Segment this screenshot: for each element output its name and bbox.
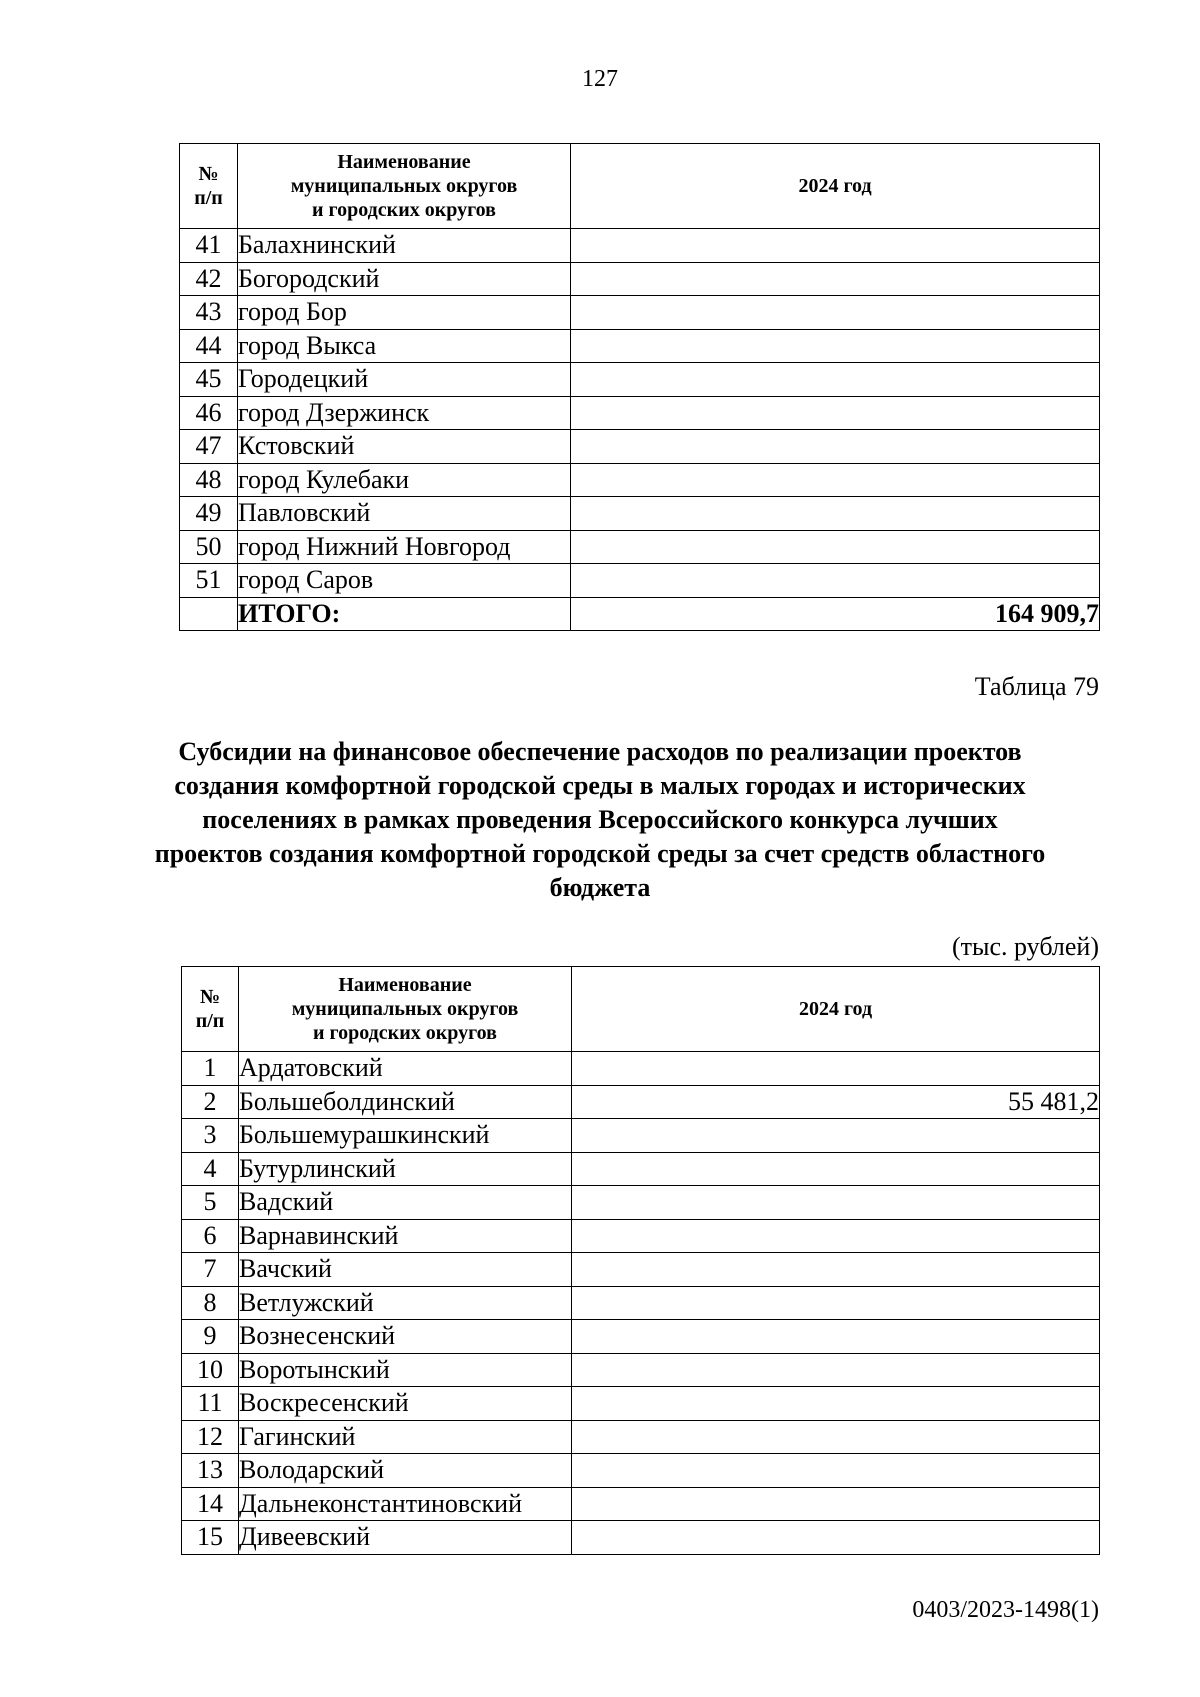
row-number: 15 [182, 1521, 239, 1555]
row-number: 9 [182, 1320, 239, 1354]
row-value [571, 497, 1100, 531]
table-first-body [180, 229, 1100, 631]
table-first [179, 143, 1100, 631]
table-row [182, 1186, 1100, 1220]
row-number: 44 [180, 329, 238, 363]
row-name: Воротынский [239, 1353, 572, 1387]
table-row [182, 1420, 1100, 1454]
table-header-row [180, 144, 1100, 229]
row-value [572, 1186, 1100, 1220]
row-value [572, 1119, 1100, 1153]
table-row [182, 1219, 1100, 1253]
row-value [572, 1152, 1100, 1186]
row-name: Ветлужский [239, 1286, 572, 1320]
row-value [571, 530, 1100, 564]
table-row [182, 1387, 1100, 1421]
table-second [181, 966, 1100, 1555]
row-name: Богородский [238, 262, 571, 296]
row-number: 7 [182, 1253, 239, 1287]
row-number: 1 [182, 1052, 239, 1086]
header-num [182, 967, 239, 1052]
row-value [571, 363, 1100, 397]
row-number: 47 [180, 430, 238, 464]
document-title: Субсидии на финансовое обеспечение расходов по реализации проектов создания комфортной городской среды в малых городах и исторических поселениях в рамках проведения Всероссийского конкурса лучших проектов создания комфортной городской среды за счет средств областного бюджета [154, 737, 1046, 902]
header-year [571, 144, 1100, 229]
header-year [572, 967, 1100, 1052]
table-label: Таблица 79 [974, 672, 1099, 701]
row-number: 5 [182, 1186, 239, 1220]
row-number: 11 [182, 1387, 239, 1421]
row-name: Дальнеконстантиновский [239, 1487, 572, 1521]
total-label: ИТОГО: [238, 597, 571, 631]
total-row [180, 597, 1100, 631]
table-row [182, 1487, 1100, 1521]
table-second-body [182, 1052, 1100, 1555]
table-row [180, 396, 1100, 430]
row-value [571, 296, 1100, 330]
units-label: (тыс. рублей) [951, 932, 1099, 961]
header-year-text: 2024 год [798, 175, 872, 197]
row-value [572, 1320, 1100, 1354]
row-name: Гагинский [239, 1420, 572, 1454]
header-year-text: 2024 год [798, 998, 873, 1020]
header-name [239, 967, 572, 1052]
row-name: город Дзержинск [238, 396, 571, 430]
row-number: 2 [182, 1085, 239, 1119]
table-row [182, 1119, 1100, 1153]
row-name: Володарский [239, 1454, 572, 1488]
row-number: 14 [182, 1487, 239, 1521]
row-value [572, 1420, 1100, 1454]
row-name: Павловский [238, 497, 571, 531]
table-row [180, 497, 1100, 531]
row-value [572, 1487, 1100, 1521]
header-num [180, 144, 238, 229]
header-name-text: Наименование муниципальных округов и городских округов [291, 974, 519, 1044]
table-row [180, 564, 1100, 598]
document-code: 0403/2023-1498(1) [912, 1597, 1099, 1623]
table-row [182, 1286, 1100, 1320]
row-name: Вадский [239, 1186, 572, 1220]
row-number: 45 [180, 363, 238, 397]
table-row [182, 1052, 1100, 1086]
row-number: 10 [182, 1353, 239, 1387]
row-value [572, 1286, 1100, 1320]
header-num-text: № п/п [194, 163, 223, 209]
row-name: Кстовский [238, 430, 571, 464]
row-value [571, 262, 1100, 296]
row-name: город Кулебаки [238, 463, 571, 497]
table-row [180, 329, 1100, 363]
table-row [182, 1454, 1100, 1488]
table-row [182, 1521, 1100, 1555]
row-name: Ардатовский [239, 1052, 572, 1086]
row-name: Городецкий [238, 363, 571, 397]
row-name: Вознесенский [239, 1320, 572, 1354]
row-value [572, 1219, 1100, 1253]
row-number: 12 [182, 1420, 239, 1454]
table-row [182, 1085, 1100, 1119]
table-row [180, 262, 1100, 296]
row-number: 8 [182, 1286, 239, 1320]
row-name: Варнавинский [239, 1219, 572, 1253]
row-name: город Саров [238, 564, 571, 598]
table-row [182, 1152, 1100, 1186]
row-number: 50 [180, 530, 238, 564]
table-row [182, 1353, 1100, 1387]
row-name: Большемурашкинский [239, 1119, 572, 1153]
total-value: 164 909,7 [571, 597, 1100, 631]
row-number: 42 [180, 262, 238, 296]
row-number: 43 [180, 296, 238, 330]
row-value [571, 430, 1100, 464]
row-value [571, 564, 1100, 598]
header-name [238, 144, 571, 229]
row-name: Вачский [239, 1253, 572, 1287]
table-row [180, 363, 1100, 397]
row-value [571, 329, 1100, 363]
row-value [571, 463, 1100, 497]
row-value [572, 1253, 1100, 1287]
table-header-row [182, 967, 1100, 1052]
row-number: 51 [180, 564, 238, 598]
row-name: Дивеевский [239, 1521, 572, 1555]
row-number: 41 [180, 229, 238, 263]
row-value [571, 396, 1100, 430]
table-row [180, 229, 1100, 263]
row-name: Большеболдинский [239, 1085, 572, 1119]
header-name-text: Наименование муниципальных округов и городских округов [290, 151, 518, 221]
row-number: 46 [180, 396, 238, 430]
row-name: город Нижний Новгород [238, 530, 571, 564]
header-num-text: № п/п [195, 986, 225, 1032]
row-number: 13 [182, 1454, 239, 1488]
row-number: 3 [182, 1119, 239, 1153]
row-value [572, 1052, 1100, 1086]
table-row [180, 463, 1100, 497]
row-value [571, 229, 1100, 263]
row-number: 6 [182, 1219, 239, 1253]
row-number: 49 [180, 497, 238, 531]
row-value [572, 1387, 1100, 1421]
row-name: Балахнинский [238, 229, 571, 263]
total-empty-cell [180, 597, 238, 631]
page-number: 127 [582, 66, 618, 92]
table-row [182, 1320, 1100, 1354]
row-name: Воскресенский [239, 1387, 572, 1421]
row-value [572, 1454, 1100, 1488]
row-name: город Выкса [238, 329, 571, 363]
row-value: 55 481,2 [572, 1085, 1100, 1119]
row-name: город Бор [238, 296, 571, 330]
row-number: 48 [180, 463, 238, 497]
row-number: 4 [182, 1152, 239, 1186]
row-value [572, 1521, 1100, 1555]
row-value [572, 1353, 1100, 1387]
row-name: Бутурлинский [239, 1152, 572, 1186]
table-row [182, 1253, 1100, 1287]
table-row [180, 530, 1100, 564]
table-row [180, 430, 1100, 464]
table-row [180, 296, 1100, 330]
